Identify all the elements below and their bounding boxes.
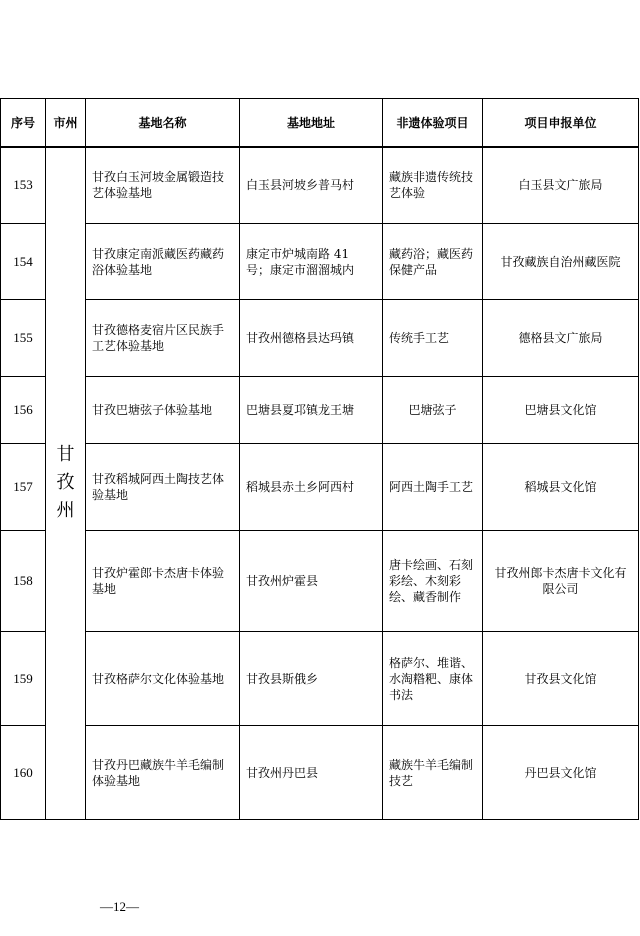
header-base-name: 基地名称	[86, 99, 240, 147]
header-base-address: 基地地址	[240, 99, 383, 147]
city-value: 甘孜州	[56, 444, 75, 522]
row-unit: 甘孜藏族自治州藏医院	[483, 224, 639, 300]
table-row	[1, 444, 639, 531]
row-unit: 丹巴县文化馆	[483, 726, 639, 820]
table-header-row	[1, 99, 639, 147]
row-unit: 白玉县文广旅局	[483, 147, 639, 224]
table-row	[1, 147, 639, 224]
row-project: 巴塘弦子	[383, 377, 483, 444]
row-seq: 153	[1, 147, 46, 224]
row-unit: 巴塘县文化馆	[483, 377, 639, 444]
row-base-name: 甘孜格萨尔文化体验基地	[86, 632, 240, 726]
row-project: 阿西土陶手工艺	[383, 444, 483, 531]
row-project: 藏族非遗传统技艺体验	[383, 147, 483, 224]
row-base-address: 甘孜州炉霍县	[240, 531, 383, 632]
row-base-name: 甘孜德格麦宿片区民族手工艺体验基地	[86, 300, 240, 377]
base-list-table	[0, 98, 639, 820]
row-base-address: 康定市炉城南路 41 号；康定市溜溜城内	[240, 224, 383, 300]
row-base-name: 甘孜康定南派藏医药藏药浴体验基地	[86, 224, 240, 300]
row-project: 唐卡绘画、石刻彩绘、木刻彩绘、藏香制作	[383, 531, 483, 632]
row-seq: 160	[1, 726, 46, 820]
row-seq: 157	[1, 444, 46, 531]
row-base-address: 白玉县河坡乡普马村	[240, 147, 383, 224]
row-base-name: 甘孜巴塘弦子体验基地	[86, 377, 240, 444]
table-row	[1, 377, 639, 444]
row-seq: 156	[1, 377, 46, 444]
row-project: 藏族牛羊毛编制技艺	[383, 726, 483, 820]
row-unit: 德格县文广旅局	[483, 300, 639, 377]
row-seq: 158	[1, 531, 46, 632]
row-seq: 155	[1, 300, 46, 377]
table-row	[1, 726, 639, 820]
table-row	[1, 632, 639, 726]
row-seq: 159	[1, 632, 46, 726]
row-unit: 甘孜州郎卡杰唐卡文化有限公司	[483, 531, 639, 632]
table-row	[1, 224, 639, 300]
row-project: 格萨尔、堆谐、水淘糌粑、康体书法	[383, 632, 483, 726]
city-cell	[46, 147, 86, 820]
row-base-address: 稻城县赤土乡阿西村	[240, 444, 383, 531]
row-base-address: 巴塘县夏邛镇龙王塘	[240, 377, 383, 444]
row-unit: 甘孜县文化馆	[483, 632, 639, 726]
table-row	[1, 300, 639, 377]
header-project: 非遗体验项目	[383, 99, 483, 147]
row-unit: 稻城县文化馆	[483, 444, 639, 531]
header-seq: 序号	[1, 99, 46, 147]
row-project: 藏药浴；藏医药保健产品	[383, 224, 483, 300]
row-base-name: 甘孜稻城阿西土陶技艺体验基地	[86, 444, 240, 531]
header-city: 市州	[46, 99, 86, 147]
row-seq: 154	[1, 224, 46, 300]
row-base-name: 甘孜丹巴藏族牛羊毛编制体验基地	[86, 726, 240, 820]
row-base-address: 甘孜州丹巴县	[240, 726, 383, 820]
table-row	[1, 531, 639, 632]
row-base-name: 甘孜白玉河坡金属锻造技艺体验基地	[86, 147, 240, 224]
page-number: —12—	[100, 899, 139, 914]
row-base-address: 甘孜县斯俄乡	[240, 632, 383, 726]
row-project: 传统手工艺	[383, 300, 483, 377]
header-unit: 项目申报单位	[483, 99, 639, 147]
row-base-name: 甘孜炉霍郎卡杰唐卡体验基地	[86, 531, 240, 632]
row-base-address: 甘孜州德格县达玛镇	[240, 300, 383, 377]
